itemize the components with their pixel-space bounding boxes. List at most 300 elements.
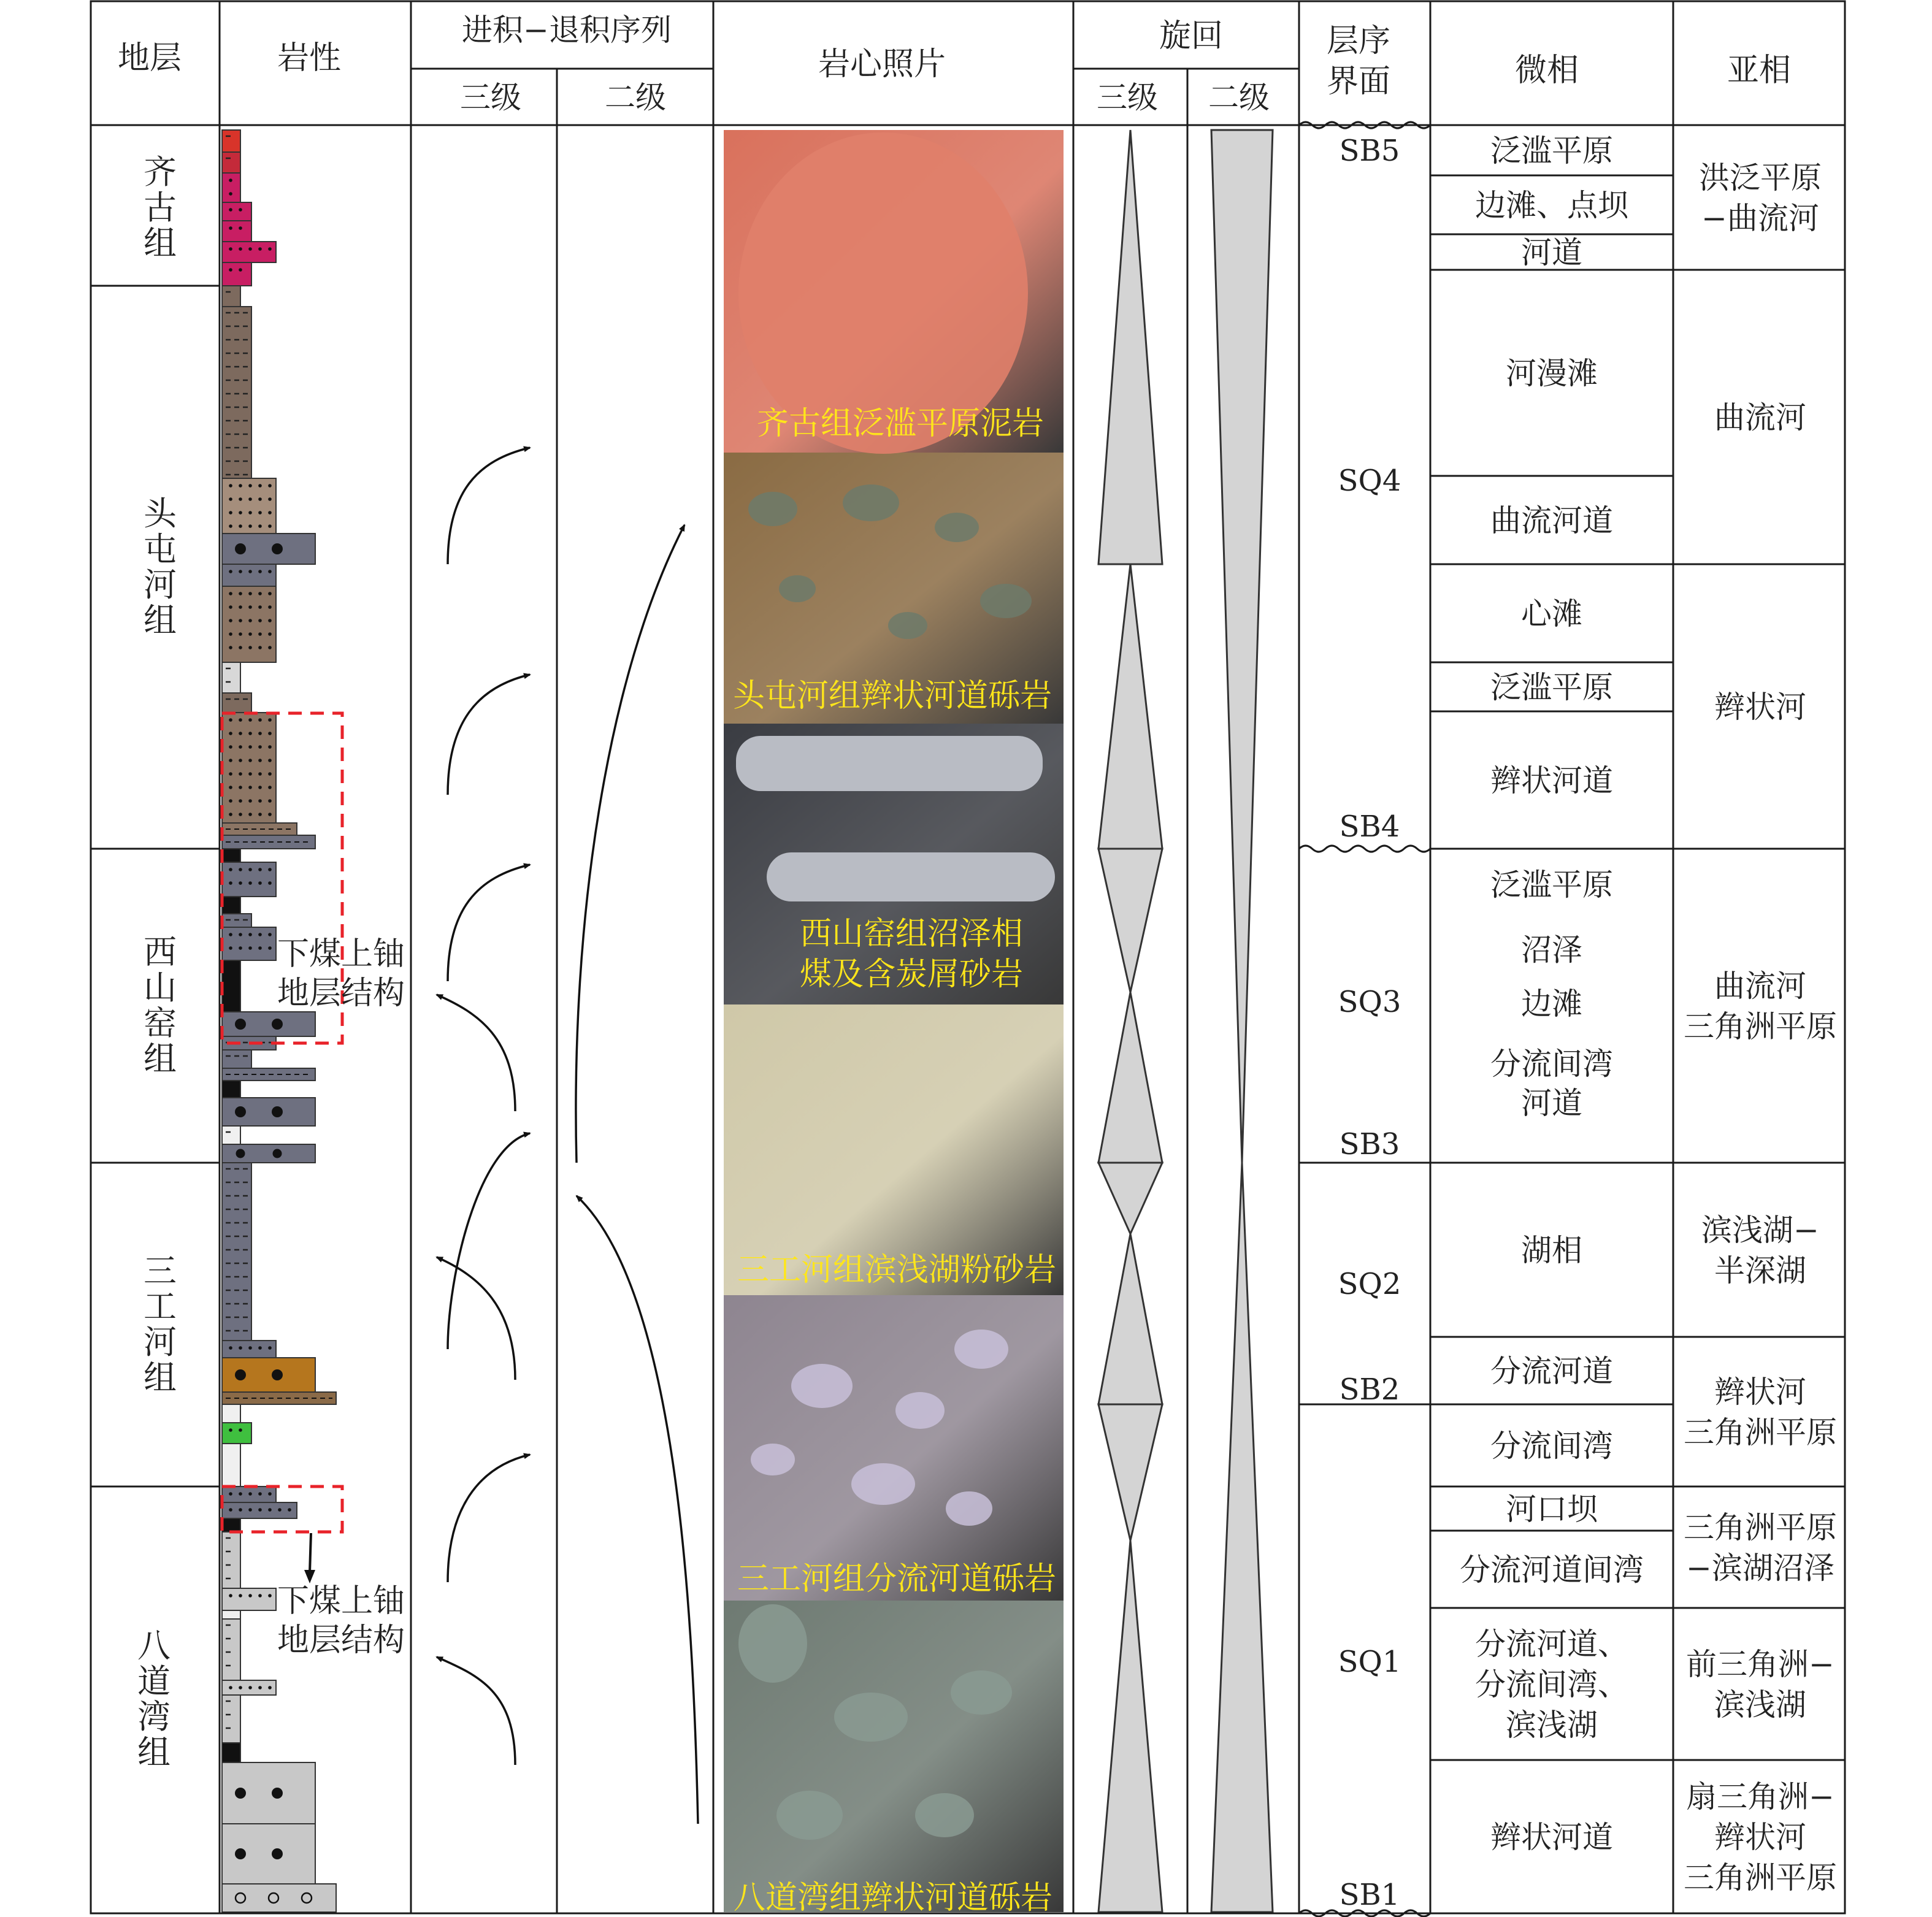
bed-dot <box>229 745 232 749</box>
pebble <box>776 1791 843 1840</box>
pebble <box>748 492 797 526</box>
seq-label-sb3: SB3 <box>1339 1127 1400 1161</box>
lithology-bed <box>222 1423 251 1444</box>
bed-dot <box>229 1428 232 1432</box>
bed-dot <box>248 570 252 573</box>
bed-dot <box>239 247 242 251</box>
bed-dot <box>229 1492 232 1496</box>
bed-dot <box>258 570 262 573</box>
seq-label-sb2: SB2 <box>1339 1372 1400 1407</box>
bed-dot <box>258 868 262 871</box>
bed-dot <box>248 772 252 776</box>
sequence-arrows <box>437 448 698 1824</box>
lithology-bed <box>222 586 276 662</box>
pebble <box>954 1330 1008 1369</box>
bed-dot <box>239 1594 242 1598</box>
lithology-bed <box>222 823 297 835</box>
bed-dot <box>248 946 252 950</box>
third-order-cycle <box>1098 1234 1162 1404</box>
bed-dot <box>258 1594 262 1598</box>
bed-dot <box>229 247 232 251</box>
bed-dot <box>248 632 252 636</box>
progradation-arrow <box>448 1133 530 1349</box>
lithology-bed <box>222 1404 240 1423</box>
bed-dot <box>258 646 262 649</box>
pebble <box>843 484 899 521</box>
lithology-bed <box>222 927 276 960</box>
bed-dot <box>288 1508 291 1512</box>
bed-dot <box>229 208 232 212</box>
subfacies-cell: 曲流河三角洲平原 <box>1684 968 1837 1044</box>
lithology-bed <box>222 693 251 713</box>
microfacies-cell: 曲流河道 <box>1490 503 1613 538</box>
microfacies-cell: 分流间湾 <box>1490 1428 1613 1464</box>
bed-dot <box>248 605 252 609</box>
bed-dot <box>239 646 242 649</box>
bed-dot <box>239 268 242 272</box>
header-cycle: 旋回 <box>1159 18 1224 55</box>
bed-dot <box>268 718 272 722</box>
subfacies-cell: 洪泛平原−曲流河 <box>1699 160 1822 236</box>
bed-dot <box>258 813 262 816</box>
lithology-bed <box>222 1163 251 1341</box>
subfacies-cell: 辫状河 <box>1714 689 1806 725</box>
bed-dot <box>239 524 242 528</box>
bed-dot <box>248 933 252 936</box>
bed-dot <box>229 1594 232 1598</box>
microfacies-cell: 泛滥平原 <box>1490 133 1613 169</box>
third-order-cycle <box>1098 1404 1162 1540</box>
core-photo-column <box>724 130 1064 1912</box>
bed-pebble <box>235 1848 246 1859</box>
pebble <box>834 1693 908 1742</box>
seq-label-sq2: SQ2 <box>1338 1267 1401 1301</box>
bed-dot <box>268 772 272 776</box>
bed-dot <box>268 497 272 501</box>
bed-dot <box>258 605 262 609</box>
lithology-bed <box>222 713 276 823</box>
bed-dot <box>239 946 242 950</box>
bed-pebble <box>272 1788 283 1799</box>
bed-dot <box>248 881 252 885</box>
bed-dot <box>239 511 242 515</box>
retrogradation-arrow <box>437 1657 515 1765</box>
bed-dot <box>258 732 262 735</box>
bed-pebble <box>235 1788 246 1799</box>
seq-label-sb1: SB1 <box>1339 1878 1400 1912</box>
second-order-cycle <box>1211 1163 1273 1912</box>
lithology-bed <box>222 1588 276 1610</box>
pebble <box>779 575 816 602</box>
lithology-bed <box>222 1444 240 1487</box>
bed-dot <box>239 592 242 595</box>
lithology-bed <box>222 307 251 478</box>
bed-pebble <box>272 543 283 554</box>
bed-dot <box>268 511 272 515</box>
bed-dot <box>248 247 252 251</box>
lithology-bed <box>222 1532 240 1588</box>
seq-label-sb4: SB4 <box>1339 809 1400 844</box>
third-order-cycle <box>1098 1163 1162 1234</box>
lithology-bed <box>222 662 240 693</box>
bed-dot <box>268 1346 272 1350</box>
bed-dot <box>239 881 242 885</box>
bed-pebble <box>273 1149 282 1158</box>
bed-dot <box>239 208 242 212</box>
retrogradation-arrow <box>437 995 515 1111</box>
bed-dot <box>268 732 272 735</box>
microfacies-column <box>1430 133 1673 1855</box>
bed-dot <box>258 592 262 595</box>
microfacies-cell: 辫状河道 <box>1490 1819 1613 1855</box>
formation-badaowan: 八道湾组 <box>137 1626 171 1772</box>
bed-dot <box>248 1492 252 1496</box>
bed-dot <box>229 632 232 636</box>
progradation-arrow <box>448 865 530 981</box>
header-sequence: 进积−退积序列 <box>462 12 672 48</box>
annotation-upper-line1: 下煤上铀 <box>277 936 405 973</box>
lithology-bed <box>222 849 240 862</box>
bed-dot <box>229 718 232 722</box>
bed-dot <box>239 484 242 488</box>
bed-dot <box>258 1686 262 1689</box>
lithology-bed <box>222 1619 240 1680</box>
header-core-photo: 岩心照片 <box>818 46 946 83</box>
pebble <box>888 612 927 639</box>
bed-dot <box>268 646 272 649</box>
annotation-lower-line2: 地层结构 <box>277 1622 405 1659</box>
bed-dot <box>239 786 242 789</box>
bed-dot <box>229 881 232 885</box>
subfacies-cell: 扇三角洲−辫状河三角洲平原 <box>1684 1779 1837 1896</box>
bed-dot <box>239 632 242 636</box>
bed-dot <box>248 524 252 528</box>
lithology-bed <box>222 1695 240 1743</box>
subfacies-column <box>1673 160 1845 1896</box>
bed-dot <box>268 759 272 762</box>
bed-pebble <box>235 1369 246 1380</box>
third-order-cycle <box>1098 849 1162 992</box>
bed-dot <box>268 868 272 871</box>
bed-dot <box>258 933 262 936</box>
bed-dot <box>258 511 262 515</box>
bed-dot <box>258 1492 262 1496</box>
bed-dot <box>229 732 232 735</box>
microfacies-cell: 泛滥平原 <box>1490 670 1613 705</box>
microfacies-cell: 河漫滩 <box>1506 356 1598 391</box>
bed-dot <box>268 813 272 816</box>
bed-dot <box>239 799 242 803</box>
bed-dot <box>268 881 272 885</box>
lithology-bed <box>222 897 240 914</box>
seq-label-sb5: SB5 <box>1339 134 1400 168</box>
bed-dot <box>239 813 242 816</box>
microfacies-cell: 河道 <box>1521 235 1582 270</box>
bed-dot <box>248 1346 252 1350</box>
bed-dot <box>239 619 242 622</box>
bed-dot <box>268 1492 272 1496</box>
bed-dot <box>248 732 252 735</box>
bed-dot <box>248 1686 252 1689</box>
bed-dot <box>248 619 252 622</box>
bed-dot <box>258 745 262 749</box>
microfacies-cell: 分流河道间湾 <box>1460 1552 1644 1588</box>
header-boundary-line1: 层序 <box>1326 23 1391 59</box>
bed-dot <box>258 1508 262 1512</box>
bed-dot <box>258 759 262 762</box>
bed-pebble <box>235 1106 246 1117</box>
microfacies-cell: 辫状河道 <box>1490 763 1613 798</box>
bed-dot <box>229 592 232 595</box>
bed-dot <box>239 570 242 573</box>
lithology-bed <box>222 262 251 286</box>
bed-dot <box>229 605 232 609</box>
bed-dot <box>229 192 232 196</box>
bed-dot <box>239 605 242 609</box>
lithology-bed <box>222 1743 240 1762</box>
bed-dot <box>239 772 242 776</box>
subfacies-cell: 三角洲平原−滨湖沼泽 <box>1684 1510 1837 1586</box>
bed-dot <box>229 1686 232 1689</box>
lithology-bed <box>222 1518 240 1532</box>
bed-dot <box>239 745 242 749</box>
bed-dot <box>268 632 272 636</box>
bed-dot <box>258 484 262 488</box>
lithology-bed <box>222 1081 240 1098</box>
lithology-bed <box>222 221 251 242</box>
seq-label-sq1: SQ1 <box>1338 1645 1401 1679</box>
cycle-column <box>1098 130 1273 1912</box>
bed-dot <box>229 1346 232 1350</box>
bed-dot <box>258 497 262 501</box>
lithology-bed <box>222 960 240 1012</box>
header-cycle-third: 三级 <box>1097 80 1158 115</box>
formation-xishanyao: 西山窑组 <box>144 933 177 1078</box>
bed-dot <box>248 497 252 501</box>
bed-dot <box>248 511 252 515</box>
pebble <box>951 1670 1012 1715</box>
bed-dot <box>248 813 252 816</box>
lithology-bed <box>222 862 276 897</box>
header-boundary-line2: 界面 <box>1326 63 1391 100</box>
formation-sangonghe: 三工河组 <box>144 1252 177 1397</box>
bed-dot <box>229 524 232 528</box>
bed-dot <box>258 1346 262 1350</box>
bed-dot <box>248 745 252 749</box>
bed-dot <box>248 484 252 488</box>
header-cycle-second: 二级 <box>1208 80 1270 115</box>
bed-dot <box>229 813 232 816</box>
pebble <box>751 1444 795 1475</box>
second-order-retrogradation-arrow <box>577 1196 698 1824</box>
bed-dot <box>258 718 262 722</box>
bed-dot <box>229 497 232 501</box>
microfacies-cell: 泛滥平原沼泽边滩分流间湾河道 <box>1490 867 1613 1121</box>
bed-dot <box>229 868 232 871</box>
third-order-cycle <box>1098 992 1162 1163</box>
photo-caption-xishanyao-line2: 煤及含炭屑砂岩 <box>799 956 1024 993</box>
header-microfacies: 微相 <box>1514 52 1579 89</box>
pebble <box>791 1364 853 1408</box>
bed-dot <box>258 619 262 622</box>
bed-dot <box>239 868 242 871</box>
formation-toutunhe: 头屯河组 <box>144 494 177 640</box>
bed-dot <box>239 732 242 735</box>
bed-pebble <box>272 1106 283 1117</box>
lithology-bed <box>222 130 240 152</box>
photo-caption-qigu: 齐古组泛滥平原泥岩 <box>756 405 1045 442</box>
bed-dot <box>258 772 262 776</box>
third-order-cycle <box>1098 564 1162 849</box>
bed-dot <box>258 786 262 789</box>
pebble <box>895 1392 945 1429</box>
bed-dot <box>268 745 272 749</box>
header-sequence-second: 二级 <box>605 80 666 115</box>
bed-dot <box>258 881 262 885</box>
bed-dot <box>268 786 272 789</box>
second-order-cycle <box>1211 130 1273 1163</box>
bed-pebble <box>235 1019 246 1030</box>
lithology-bed <box>222 242 276 262</box>
bed-dot <box>278 1508 282 1512</box>
bed-dot <box>248 1508 252 1512</box>
bed-dot <box>268 933 272 936</box>
microfacies-cell: 分流河道 <box>1490 1353 1613 1389</box>
photo-caption-toutunhe: 头屯河组辫状河道砾岩 <box>732 678 1052 714</box>
bed-dot <box>258 524 262 528</box>
header-formation: 地层 <box>117 40 182 77</box>
bed-pebble <box>272 1369 283 1380</box>
microfacies-cell: 边滩、点坝 <box>1475 188 1628 223</box>
subfacies-cell: 前三角洲−滨浅湖 <box>1686 1647 1834 1723</box>
lithology-bed <box>222 1610 240 1619</box>
bed-dot <box>268 946 272 950</box>
progradation-arrow <box>448 448 530 564</box>
bed-dot <box>248 592 252 595</box>
bed-dot <box>248 759 252 762</box>
bed-dot <box>239 1492 242 1496</box>
progradation-arrow <box>448 1455 530 1582</box>
bed-dot <box>248 646 252 649</box>
bed-dot <box>248 868 252 871</box>
pebble <box>946 1491 992 1526</box>
bed-dot <box>239 1508 242 1512</box>
formation-qigu: 齐古组 <box>144 153 177 262</box>
third-order-cycle <box>1098 1540 1162 1912</box>
boundary-wavy-sb4 <box>1299 846 1430 852</box>
bed-pebble <box>235 543 246 554</box>
bed-dot <box>258 799 262 803</box>
bed-dot <box>268 1686 272 1689</box>
bed-dot <box>268 619 272 622</box>
bed-dot <box>239 497 242 501</box>
third-order-cycle <box>1098 130 1162 564</box>
subfacies-cell: 辫状河三角洲平原 <box>1684 1374 1837 1450</box>
bed-dot <box>229 570 232 573</box>
pebble <box>935 513 979 542</box>
lithology-bed <box>222 1050 251 1068</box>
bed-dot <box>229 646 232 649</box>
header-subfacies: 亚相 <box>1727 52 1792 89</box>
bed-dot <box>258 946 262 950</box>
bed-dot <box>229 178 232 182</box>
bed-dot <box>229 226 232 230</box>
bed-dot <box>248 718 252 722</box>
bed-dot <box>268 799 272 803</box>
seq-label-sq4: SQ4 <box>1338 464 1401 498</box>
bed-pebble <box>272 1848 283 1859</box>
lithology-bed <box>222 286 240 307</box>
annotation-pointer-arrowhead <box>304 1570 315 1583</box>
bed-pebble <box>272 1019 283 1030</box>
bed-dot <box>229 786 232 789</box>
bed-dot <box>229 619 232 622</box>
pebble <box>851 1463 915 1505</box>
bed-dot <box>239 1686 242 1689</box>
core-cylinder <box>767 852 1055 901</box>
photo-caption-badaowan: 八道湾组辫状河道砾岩 <box>733 1880 1053 1916</box>
bed-dot <box>229 799 232 803</box>
header-sequence-third: 三级 <box>460 80 521 115</box>
progradation-arrow <box>448 675 530 795</box>
bed-dot <box>239 759 242 762</box>
bed-dot <box>239 1428 242 1432</box>
core-cylinder <box>736 736 1043 791</box>
lithology-bed <box>222 564 276 586</box>
header-lithology: 岩性 <box>277 40 342 77</box>
bed-dot <box>229 484 232 488</box>
bed-dot <box>268 247 272 251</box>
pebble <box>738 1604 807 1683</box>
microfacies-cell: 心滩 <box>1521 596 1582 632</box>
bed-dot <box>239 226 242 230</box>
bed-pebble <box>236 1149 245 1158</box>
bed-dot <box>229 933 232 936</box>
annotation-pointer-arrow <box>310 1533 311 1573</box>
lithology-bed <box>222 202 251 221</box>
microfacies-cell: 湖相 <box>1521 1233 1582 1268</box>
annotation-lower-line1: 下煤上铀 <box>277 1583 405 1620</box>
annotation-upper-line2: 地层结构 <box>277 975 405 1012</box>
subfacies-cell: 滨浅湖−半深湖 <box>1701 1212 1819 1288</box>
bed-dot <box>239 718 242 722</box>
bed-dot <box>248 799 252 803</box>
lithology-bed <box>222 1126 240 1144</box>
bed-dot <box>268 524 272 528</box>
bed-dot <box>239 1346 242 1350</box>
bed-dot <box>229 946 232 950</box>
bed-dot <box>268 570 272 573</box>
photo-caption-sangonghe-siltstone: 三工河组滨浅湖粉砂岩 <box>737 1252 1057 1288</box>
bed-dot <box>258 632 262 636</box>
lithology-bed <box>222 152 240 173</box>
bed-dot <box>248 786 252 789</box>
bed-dot <box>268 592 272 595</box>
pebble <box>980 584 1032 618</box>
bed-dot <box>229 268 232 272</box>
bed-dot <box>258 247 262 251</box>
bed-dot <box>229 1508 232 1512</box>
microfacies-cell: 分流河道、分流间湾、滨浅湖 <box>1475 1626 1628 1743</box>
bed-dot <box>229 511 232 515</box>
bed-dot <box>268 605 272 609</box>
pebble <box>915 1793 974 1837</box>
bed-dot <box>268 1594 272 1598</box>
bed-dot <box>229 759 232 762</box>
microfacies-cell: 河口坝 <box>1506 1491 1598 1527</box>
bed-dot <box>239 933 242 936</box>
lithology-bed <box>222 173 240 202</box>
